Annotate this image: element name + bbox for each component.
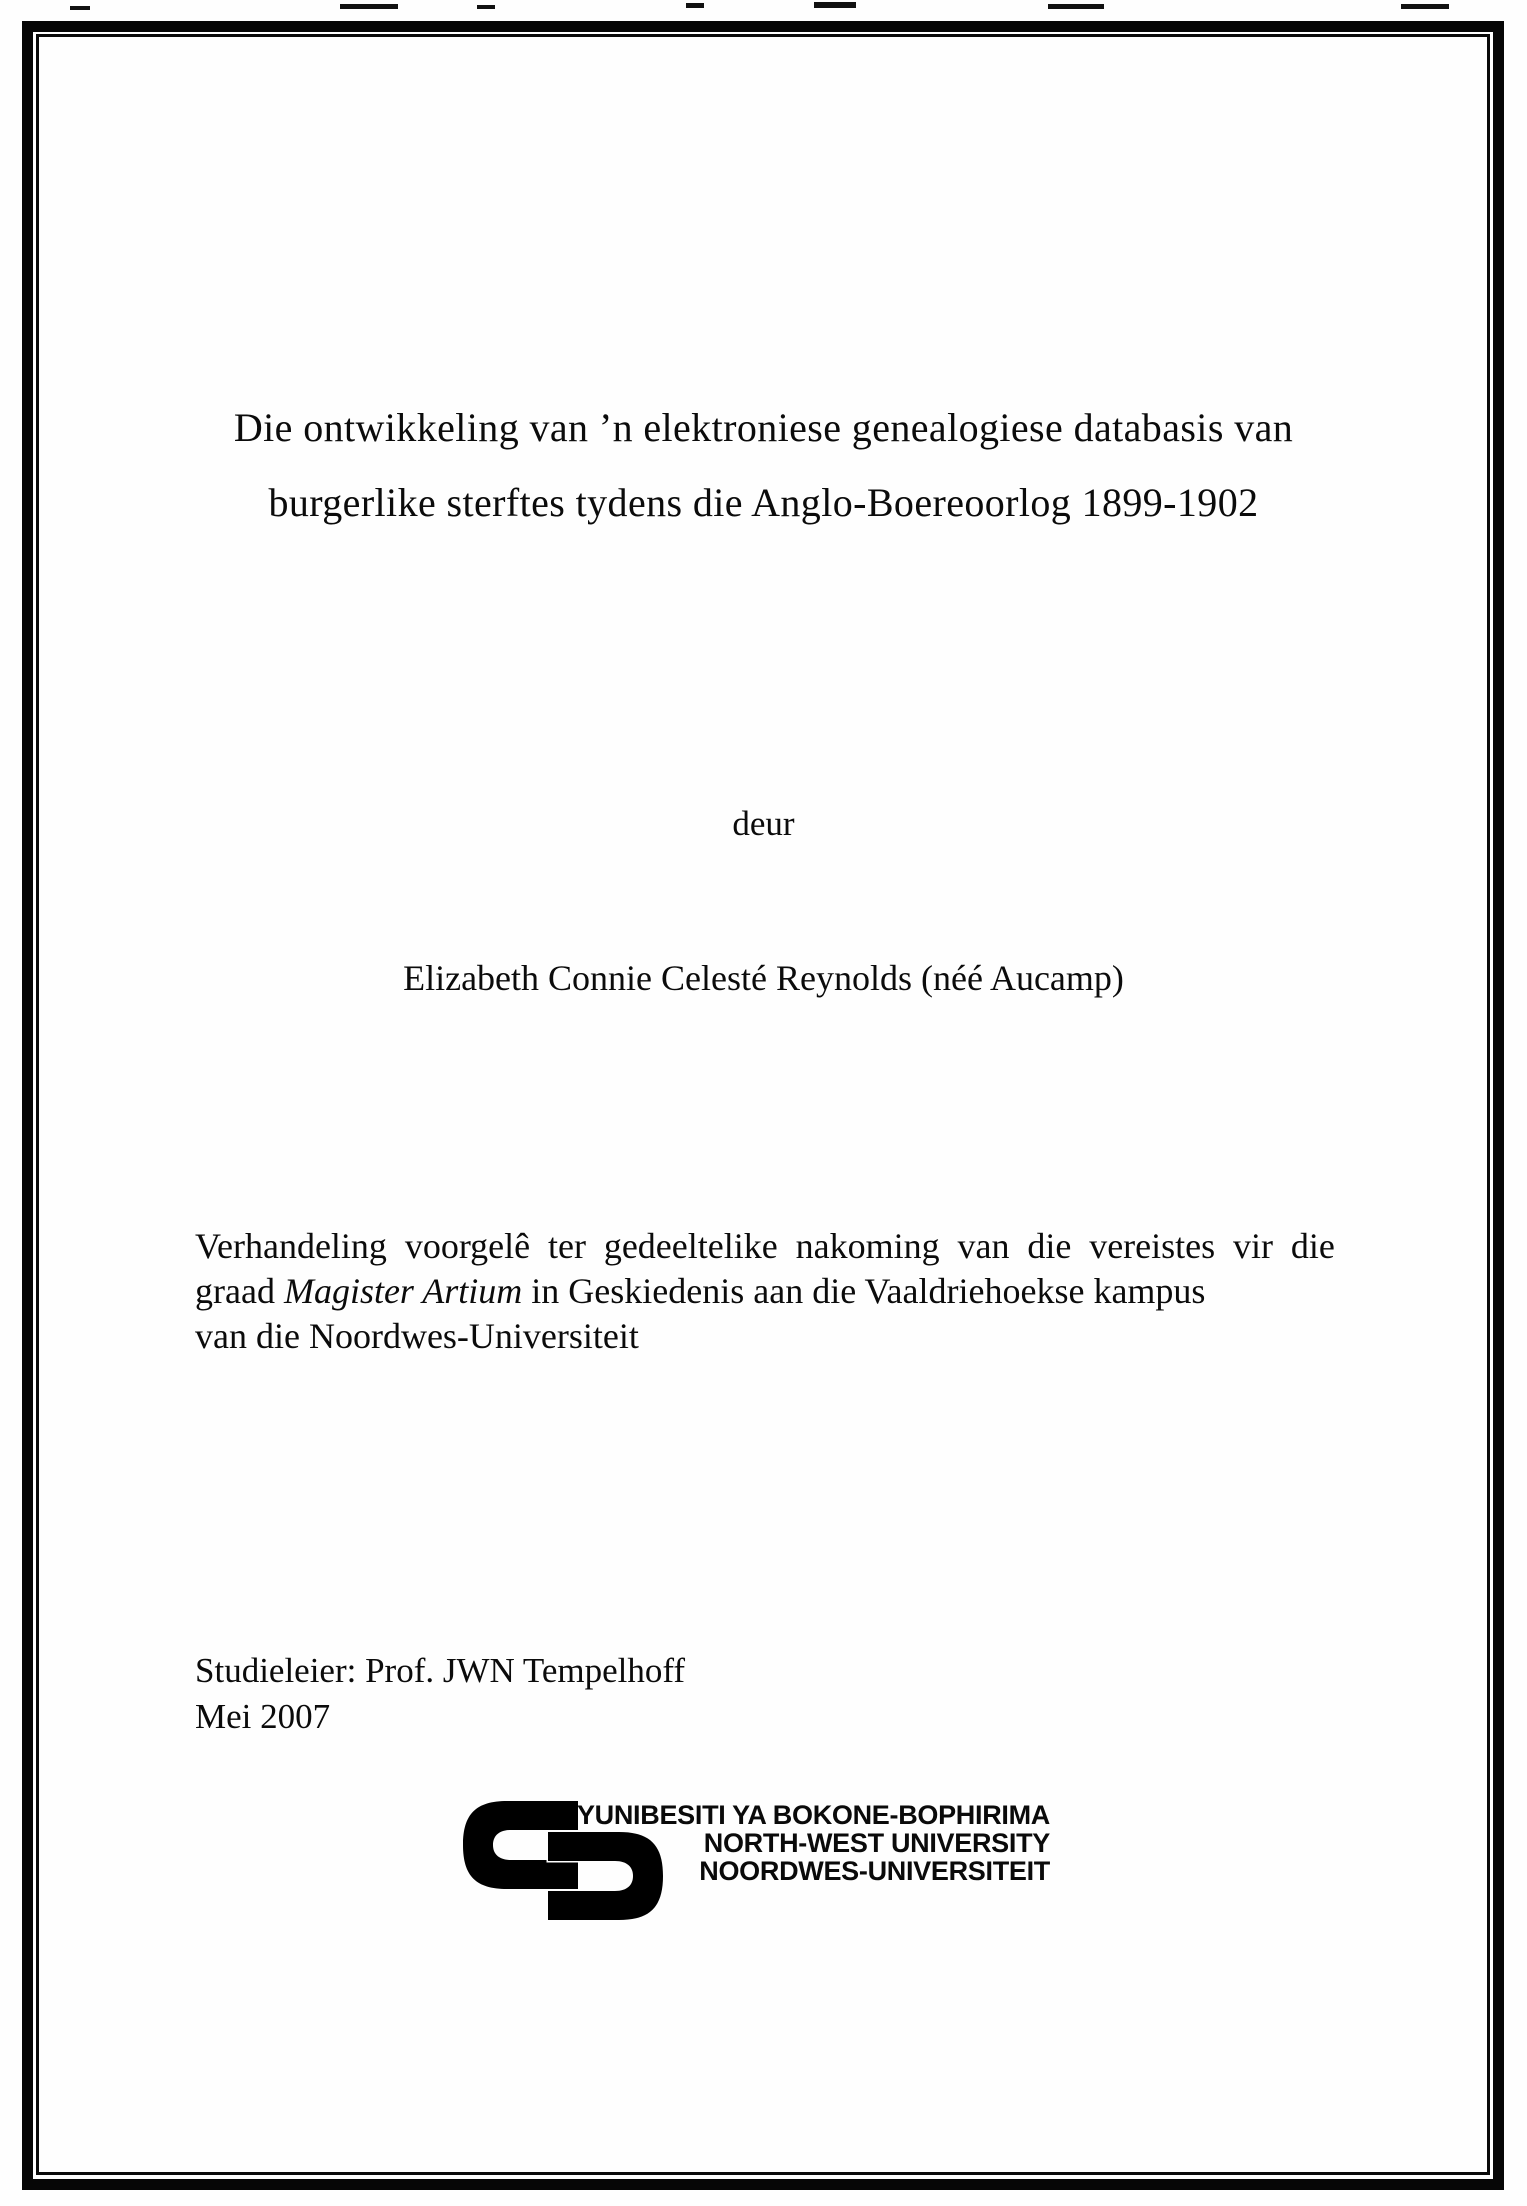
scan-artifact xyxy=(814,2,856,8)
scan-artifact xyxy=(477,5,495,9)
thesis-title-line1: Die ontwikkeling van ’n elektroniese genealogiese databasis van xyxy=(233,405,1294,450)
author-name: Elizabeth Connie Celesté Reynolds (néé Aucamp) xyxy=(403,958,1124,998)
scan-artifact xyxy=(70,6,90,10)
scan-artifact xyxy=(1401,4,1449,9)
declaration-line2 xyxy=(195,1269,1335,1314)
supervisor-block xyxy=(195,1648,685,1740)
declaration-line1: Verhandeling voorgelê ter gedeeltelike nakoming van die vereistes vir die xyxy=(195,1226,1335,1266)
declaration-line2-suffix: in Geskiedenis aan die Vaaldriehoekse kampus xyxy=(522,1271,1206,1311)
logo-text-setswana: YUNIBESITI YA BOKONE-BOPHIRIMA xyxy=(576,1800,1050,1830)
degree-declaration xyxy=(195,1224,1335,1359)
scan-artifact xyxy=(686,3,704,8)
logo-text-english: NORTH-WEST UNIVERSITY xyxy=(703,1828,1050,1858)
supervisor-line: Studieleier: Prof. JWN Tempelhoff xyxy=(195,1651,686,1690)
date-line: Mei 2007 xyxy=(195,1697,331,1736)
scan-artifact xyxy=(1048,4,1104,9)
declaration-line2-prefix: graad xyxy=(195,1271,284,1311)
thesis-title xyxy=(90,390,1437,540)
thesis-title-line2: burgerlike sterftes tydens die Anglo-Boereoorlog 1899-1902 xyxy=(268,480,1259,525)
university-logo-text xyxy=(577,1801,1050,1885)
declaration-degree-name: Magister Artium xyxy=(283,1271,523,1311)
logo-text-afrikaans: NOORDWES-UNIVERSITEIT xyxy=(699,1856,1050,1886)
declaration-line3: van die Noordwes-Universiteit xyxy=(195,1316,639,1356)
byline-deur: deur xyxy=(732,804,795,843)
scan-artifact xyxy=(340,4,398,9)
